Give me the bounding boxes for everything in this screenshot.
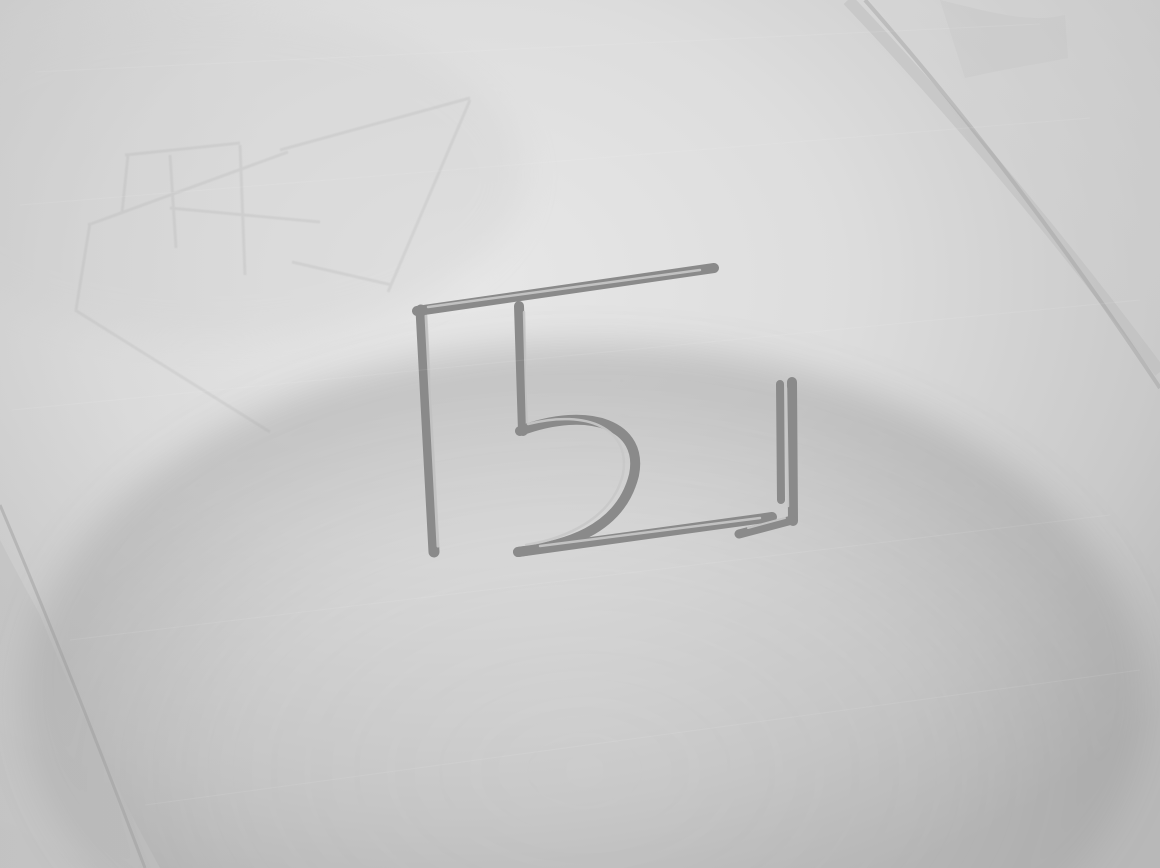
five-vertical-stroke [519, 306, 523, 431]
left-shading [0, 0, 260, 868]
right-inner-vertical-stroke [780, 384, 781, 500]
right-outer-vertical-stroke [792, 382, 793, 521]
